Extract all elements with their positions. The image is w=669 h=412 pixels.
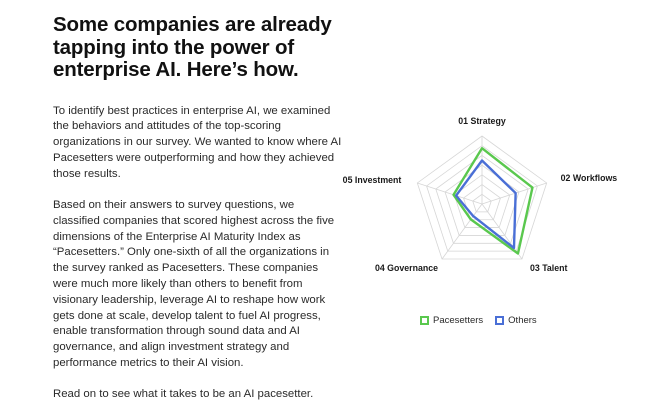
radar-axis-label: 02 Workflows (560, 172, 618, 183)
legend-label-pacesetters: Pacesetters (433, 315, 484, 326)
legend-item-others (495, 315, 537, 326)
radar-axis-label: 01 Strategy (458, 116, 506, 126)
intro-text-column (53, 14, 343, 403)
radar-grid (417, 136, 546, 259)
intro-paragraph-2: Based on their answers to survey questions, we classified companies that scored highest across the five dimensions of the Enterprise AI Maturity Index as “Pacesetters.” Only one-sixth of all the organizations in the survey ranked as Pacesetters. These companies were much more likely than others to benefit from visionary leadership, leverage AI to reshape how work gets done at scale, develop talent to fuel AI progress, enable transformation through sound data and AI governance, and align investment strategy and performance metrics to their AI vision. (53, 198, 335, 369)
radar-axis-label: 03 Talent (529, 263, 568, 274)
page-heading: Some companies are already tapping into the power of enterprise AI. Here’s how. (53, 13, 332, 81)
radar-axis-label: 05 Investment (342, 174, 402, 185)
legend-swatch-others (495, 316, 504, 325)
legend-item-pacesetters (420, 315, 483, 326)
radar-chart-svg (342, 116, 665, 308)
intro-paragraph-3: Read on to see what it takes to be an AI pacesetter. (53, 388, 314, 401)
chart-legend (420, 315, 549, 326)
radar-axis-labels (343, 116, 618, 273)
intro-paragraph-1: To identify best practices in enterprise AI, we examined the behaviors and attitudes of the top-scoring organizations in our survey. We wanted to know where AI Pacesetters were outperforming and how they achieved those results. (53, 104, 342, 180)
legend-swatch-pacesetters (420, 316, 429, 325)
radar-chart (342, 116, 665, 308)
legend-label-others: Others (508, 315, 537, 326)
radar-spoke (417, 183, 482, 204)
radar-axis-label: 04 Governance (374, 263, 439, 274)
